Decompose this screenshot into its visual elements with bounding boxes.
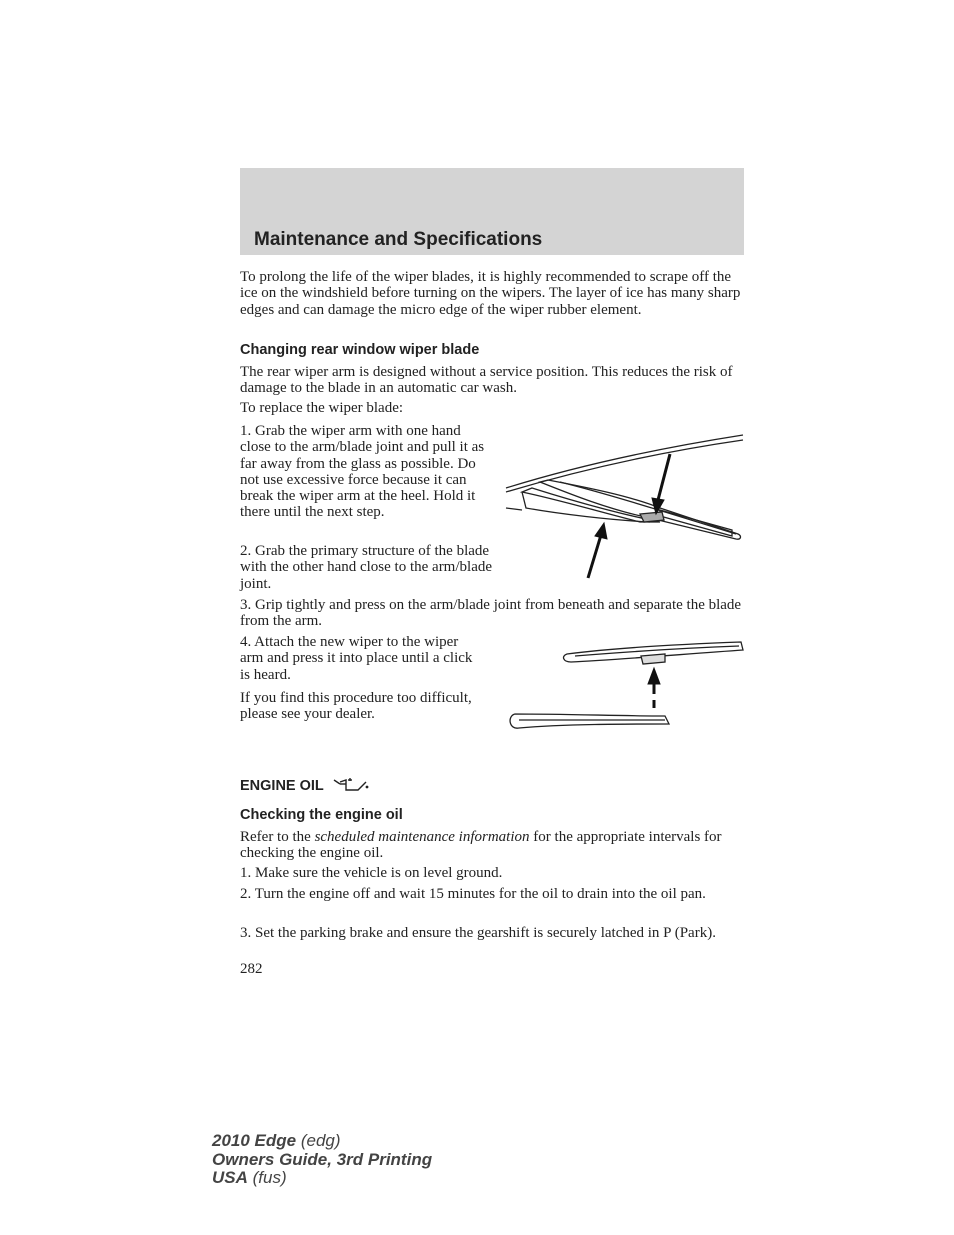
step-2: 2. Grab the primary structure of the blade with the other hand close to the arm/blade joint. xyxy=(240,543,493,592)
refer-text-end: for the appropriate intervals for checking the engine oil. xyxy=(240,829,722,862)
wiper-arm-figure xyxy=(500,430,746,582)
checking-oil-heading: Checking the engine oil xyxy=(240,807,403,823)
rear-wiper-para1: The rear wiper arm is designed without a service position. This reduces the risk of damage to the blade in an automatic car wash. xyxy=(240,364,733,397)
footer-market: USA xyxy=(212,1168,248,1187)
refer-paragraph xyxy=(240,829,745,862)
step-4: 4. Attach the new wiper to the wiper arm and press it into place until a click is heard. xyxy=(240,634,473,683)
step-1: 1. Grab the wiper arm with one hand close to the arm/blade joint and pull it as far away from the glass as possible. Do not use excessive force because it can break the wiper arm at the heel. Hold it there until the next step. xyxy=(240,423,485,521)
oil-can-icon xyxy=(332,776,370,794)
footer-line-1 xyxy=(212,1132,432,1151)
dealer-note: If you find this procedure too difficult, please see your dealer. xyxy=(240,690,472,723)
engine-oil-heading-text: ENGINE OIL xyxy=(240,778,324,794)
footer-model-code: (edg) xyxy=(296,1131,341,1150)
footer-line-2: Owners Guide, 3rd Printing xyxy=(212,1149,433,1169)
section-title: Maintenance and Specifications xyxy=(254,229,543,250)
intro-paragraph: To prolong the life of the wiper blades, it is highly recommended to scrape off the ice on the windshield before turning on the wipers. The layer of ice has many sharp edges and can damage the micro edge of the wiper rubber element. xyxy=(240,269,741,318)
oil-step-3: 3. Set the parking brake and ensure the gearshift is securely latched in P (Park). xyxy=(240,925,716,941)
wiper-blade-figure xyxy=(505,636,747,740)
step-3: 3. Grip tightly and press on the arm/blade joint from beneath and separate the blade from the arm. xyxy=(240,597,742,630)
footer xyxy=(212,1132,432,1188)
footer-model: 2010 Edge xyxy=(212,1131,297,1150)
page-number: 282 xyxy=(240,961,263,977)
footer-line-3 xyxy=(212,1169,432,1188)
refer-text-start: Refer to the xyxy=(240,829,315,845)
oil-step-2: 2. Turn the engine off and wait 15 minutes for the oil to drain into the oil pan. xyxy=(240,886,706,902)
rear-wiper-heading: Changing rear window wiper blade xyxy=(240,342,480,358)
engine-oil-heading xyxy=(240,776,370,794)
footer-market-code: (fus) xyxy=(247,1168,287,1187)
oil-step-1: 1. Make sure the vehicle is on level ground. xyxy=(240,865,503,881)
scheduled-maintenance-reference: scheduled maintenance information xyxy=(314,829,530,845)
rear-wiper-para2: To replace the wiper blade: xyxy=(240,400,404,416)
